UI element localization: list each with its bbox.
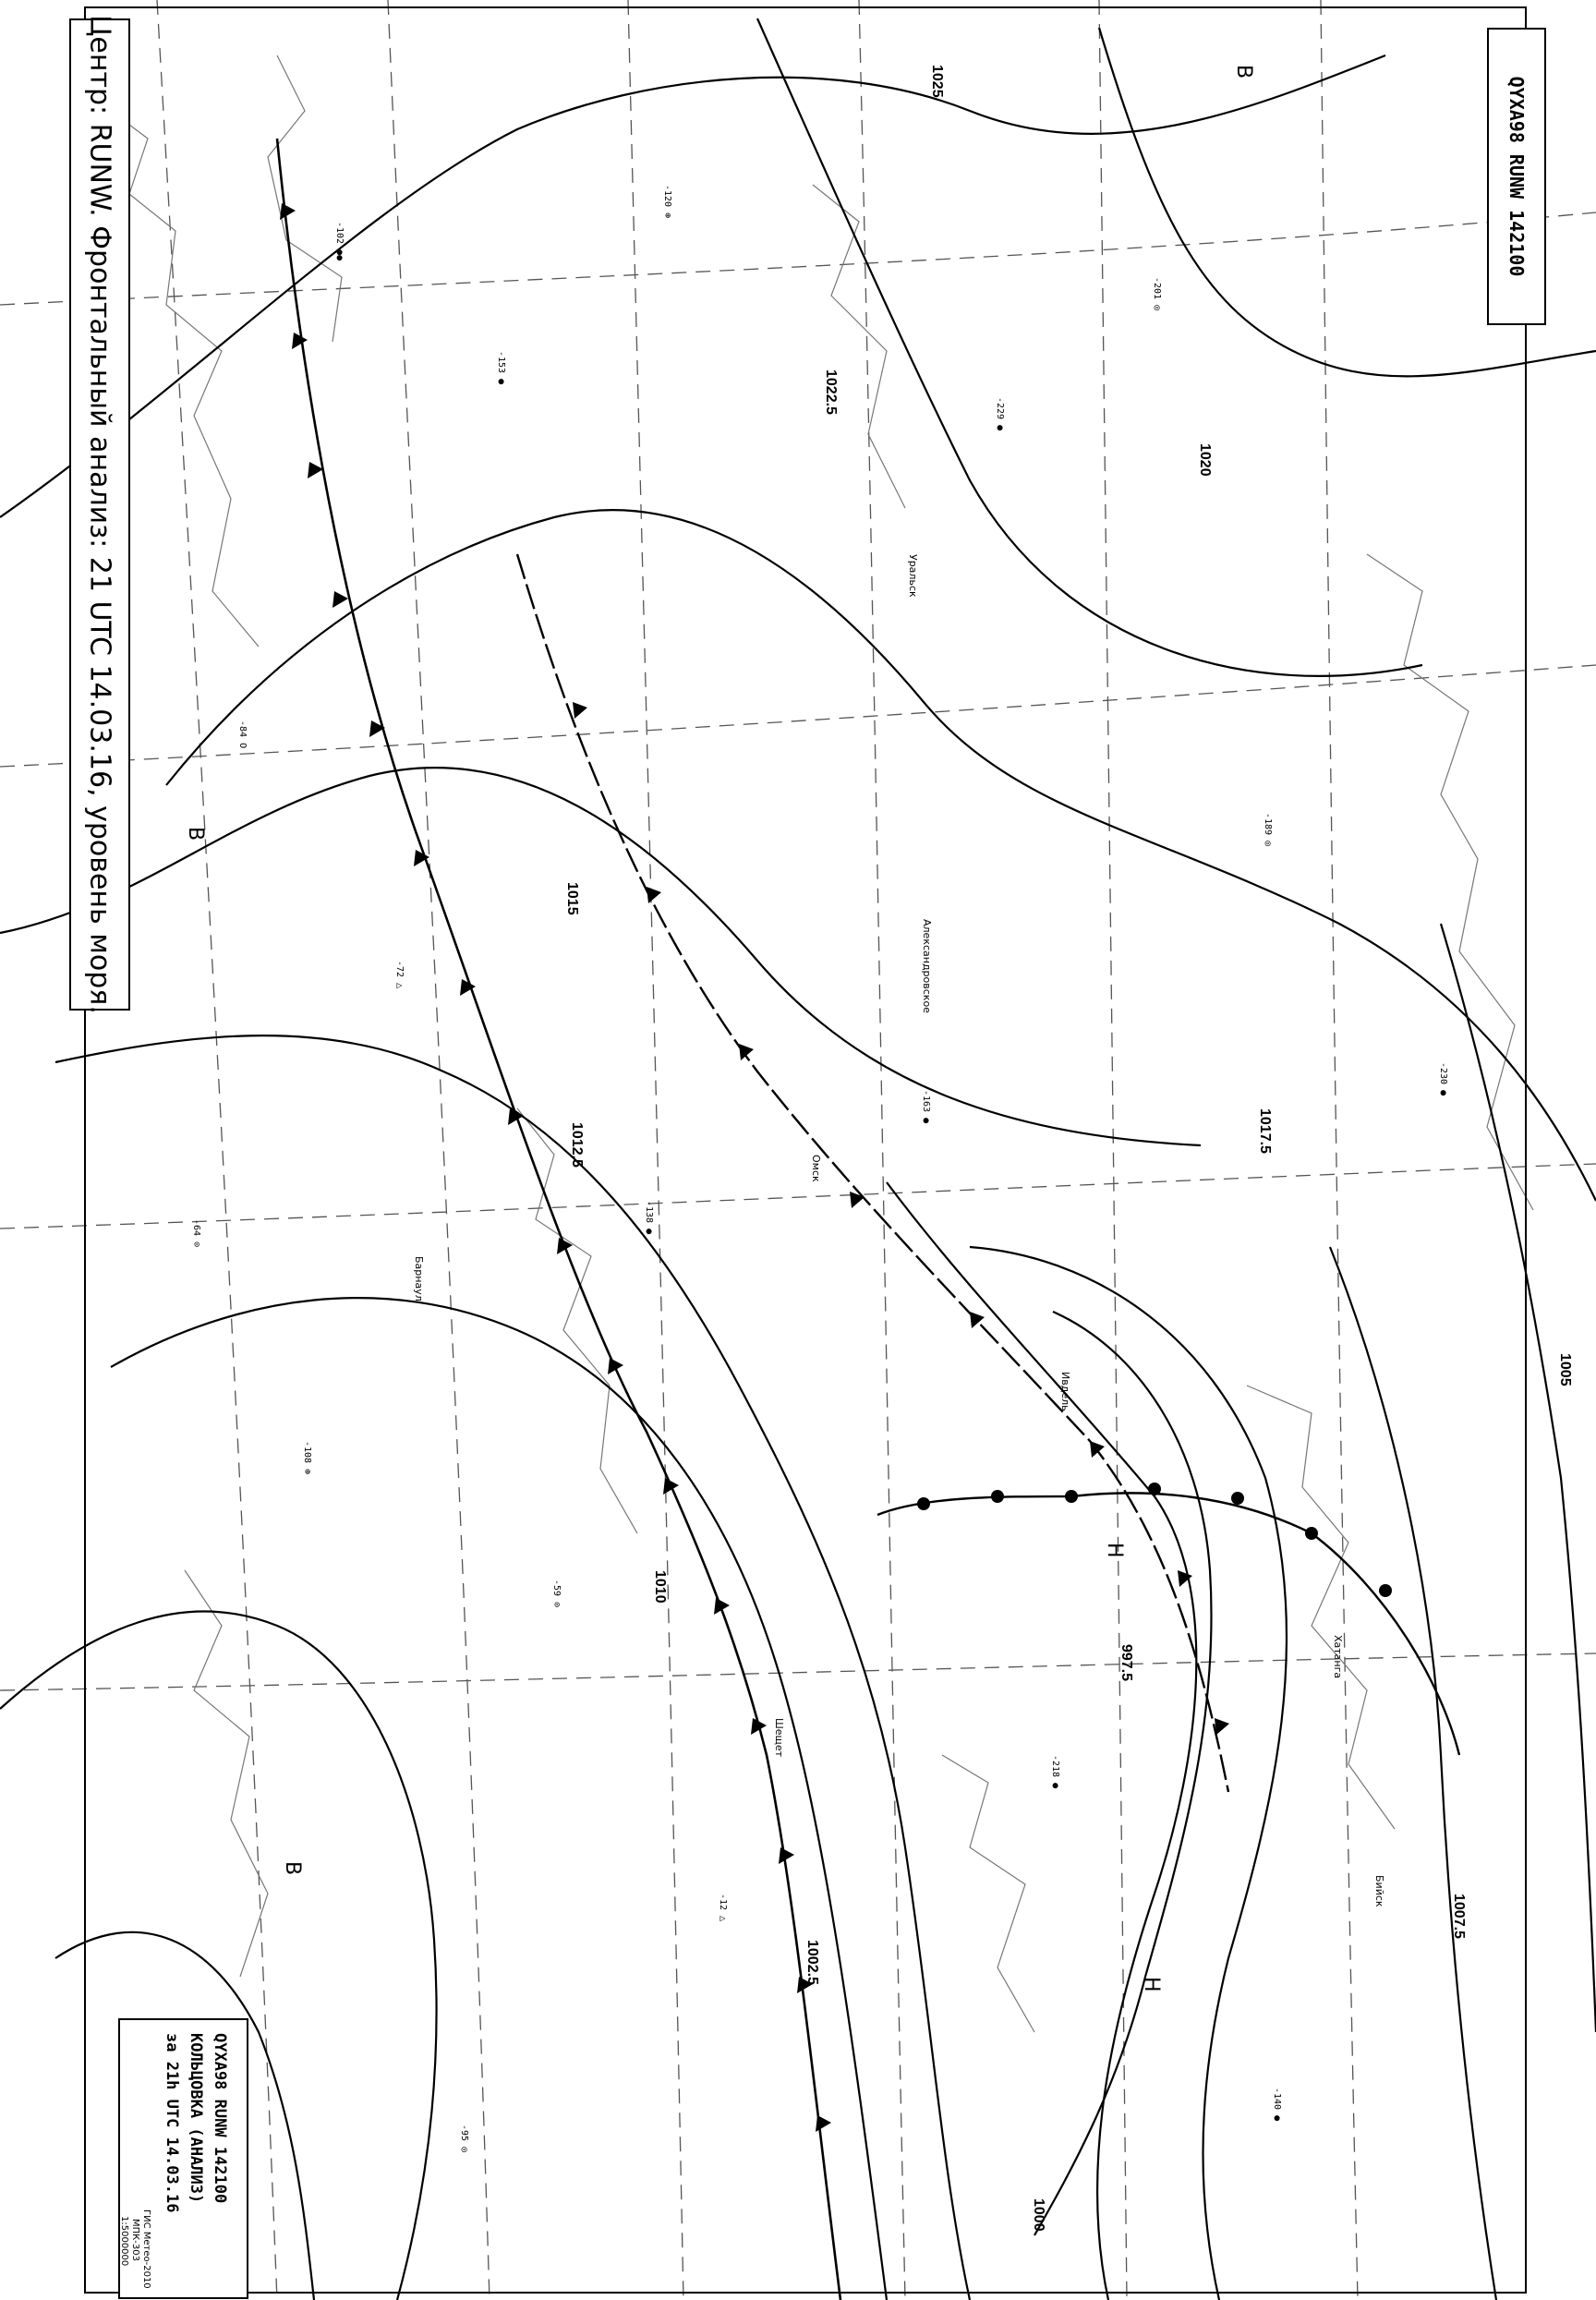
isobar-label: 1015 (564, 882, 580, 915)
station-plot: -201 ◎ (1152, 277, 1162, 311)
city-label: Омск (810, 1155, 822, 1182)
station-plot: -189 ◎ (1263, 813, 1273, 847)
isobar-label: 1007.5 (1451, 1894, 1467, 1939)
high-center: В (1232, 65, 1255, 79)
station-plot: -59 ⊙ (551, 1580, 562, 1608)
station-plot: -12 △ (718, 1894, 728, 1922)
city-label: Барнаул (413, 1256, 425, 1301)
isobar-label: 1002.5 (804, 1940, 820, 1985)
city-label: Шещет (773, 1718, 785, 1758)
station-plot: -84 O (237, 720, 248, 749)
legend-code: QYXA98 RUNW 142100 (211, 2033, 229, 2204)
bulletin-code: QYXA98 RUNW 142100 (1505, 76, 1528, 277)
station-plot: -72 △ (394, 961, 405, 989)
low-center: Н (1140, 1977, 1163, 1992)
legend-stamp-id: МПК-303 (130, 2219, 140, 2261)
station-plot: -64 ⊙ (191, 1219, 201, 1248)
station-plot: -218 ● (1050, 1755, 1060, 1789)
isobar-label: 1020 (1197, 443, 1213, 477)
station-plot: -153 ● (496, 351, 506, 385)
station-plot: -140 ● (1272, 2088, 1282, 2122)
legend-stamp-scale: 1:5000000 (119, 2216, 129, 2267)
legend-stamp-software: ГИС Метео-2010 (141, 2209, 151, 2289)
isobar-label: 1012.5 (569, 1122, 585, 1168)
high-center: В (281, 1861, 304, 1876)
chart-title-box (69, 15, 130, 1014)
chart-title: Центр: RUNW. Фронтальный анализ: 21 UTC 14.03.16, уровень моря. (83, 15, 116, 1014)
isobar-label: 1022.5 (823, 369, 839, 415)
high-center: В (184, 827, 207, 841)
low-center: Н (1103, 1543, 1126, 1558)
station-plot: -120 ⊕ (662, 185, 672, 219)
legend-box (118, 2018, 248, 2299)
legend-time: за 21h UTC 14.03.16 (163, 2033, 181, 2213)
city-label: Бийск (1373, 1875, 1385, 1907)
bulletin-code-box (1487, 28, 1546, 325)
city-label: Александровское (921, 919, 933, 1013)
city-label: Ивдель (1059, 1372, 1071, 1411)
station-plot: -102 ●● (334, 222, 345, 261)
isobar-label: 1000 (1031, 2198, 1046, 2232)
isobar-label: 1010 (652, 1570, 668, 1604)
station-plot: -95 ◎ (459, 2124, 469, 2153)
legend-product: КОЛЬЦОВКА (АНАЛИЗ) (187, 2033, 205, 2204)
station-plot: -108 ⊕ (302, 1441, 312, 1475)
isobar-label: 1025 (929, 65, 945, 98)
isobar-label: 1005 (1557, 1353, 1573, 1386)
station-plot: -138 ● (644, 1201, 654, 1235)
isobar-label: 1017.5 (1257, 1108, 1273, 1154)
city-label: Уральск (907, 554, 919, 598)
isobar-label: 997.5 (1118, 1644, 1134, 1682)
city-label: Хатанга (1332, 1635, 1344, 1679)
station-plot: -229 ● (995, 397, 1005, 431)
station-plot: -163 ● (921, 1090, 931, 1124)
station-plot: -230 ● (1438, 1062, 1448, 1096)
